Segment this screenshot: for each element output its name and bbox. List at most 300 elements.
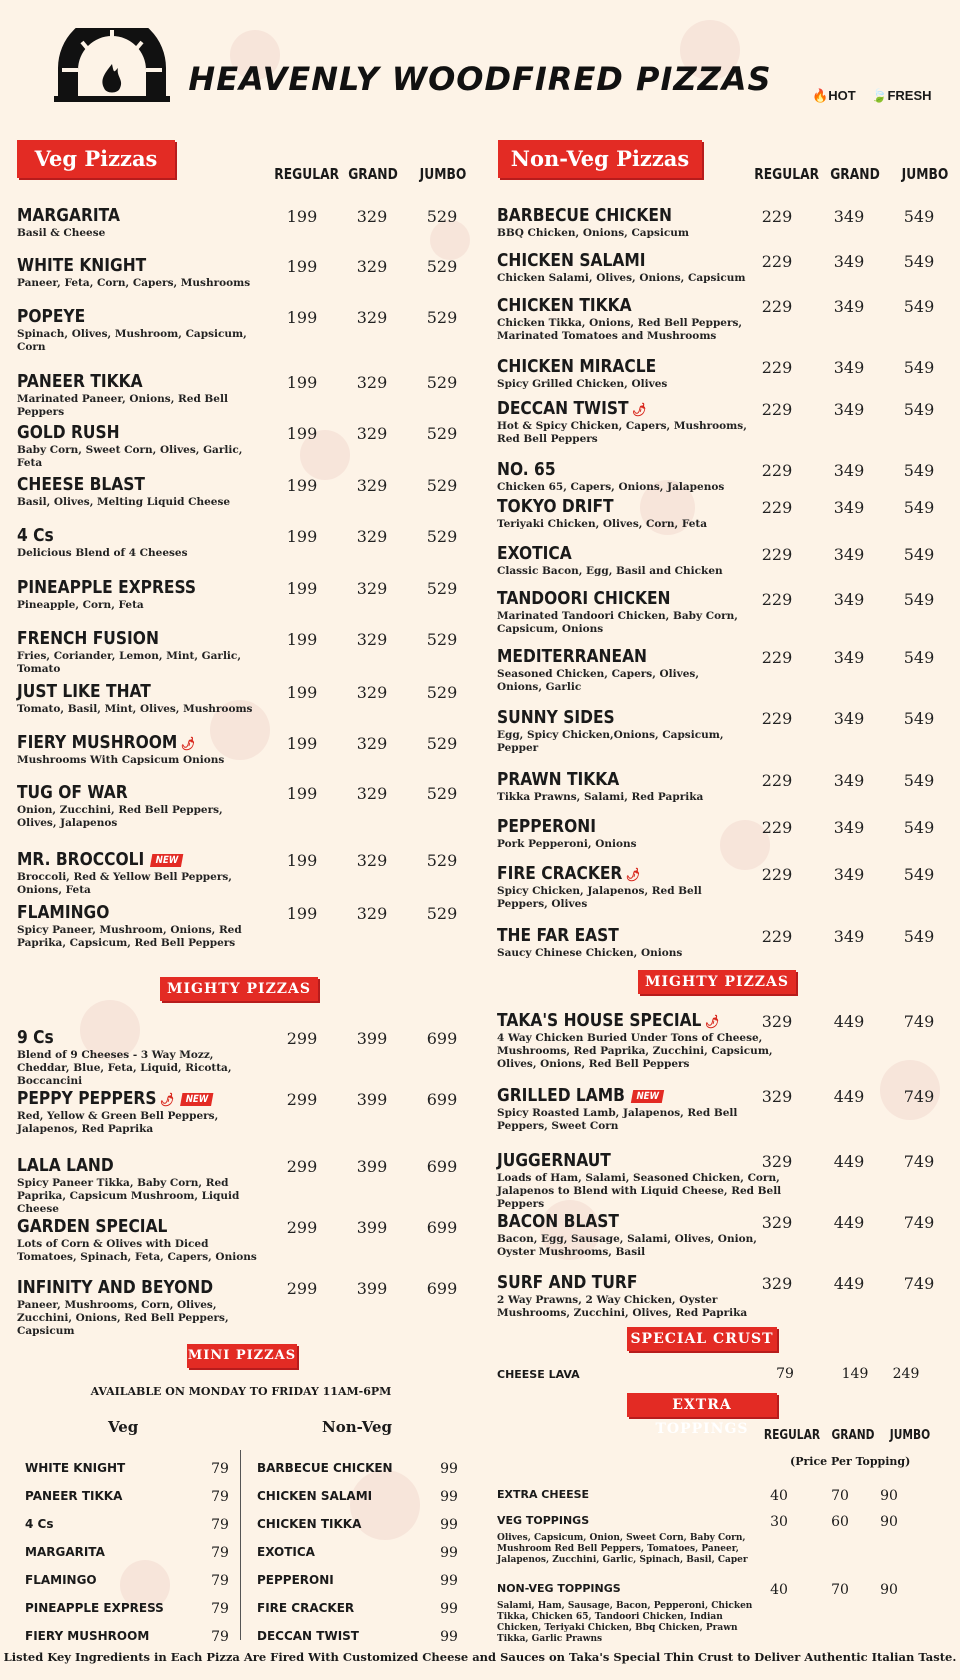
item-description: Pineapple, Corn, Feta <box>17 599 144 611</box>
price-regular: 229 <box>761 927 793 946</box>
nonveg-mighty-heading: MIGHTY PIZZAS <box>638 970 796 994</box>
price-grand: 449 <box>833 1213 865 1232</box>
price-grand: 349 <box>833 818 865 837</box>
price-grand: 349 <box>833 865 865 884</box>
leaf-icon: 🍃 <box>871 88 888 103</box>
price-grand: 349 <box>833 771 865 790</box>
item-name-text: PRAWN TIKKA <box>497 769 620 790</box>
price-grand: 399 <box>356 1157 388 1176</box>
price-jumbo: 549 <box>903 207 935 226</box>
price-jumbo: 749 <box>903 1274 935 1293</box>
item-description: Classic Bacon, Egg, Basil and Chicken <box>497 565 723 577</box>
item-description: Tomato, Basil, Mint, Olives, Mushrooms <box>17 703 253 715</box>
price-jumbo: 549 <box>903 297 935 316</box>
price-jumbo: 549 <box>903 818 935 837</box>
fresh-legend: 🍃FRESH <box>871 88 932 103</box>
item-description: Tikka Prawns, Salami, Red Paprika <box>497 791 704 803</box>
price-jumbo: 529 <box>426 784 458 803</box>
menu-item <box>17 1155 467 1215</box>
veg-col-jumbo: JUMBO <box>419 165 467 183</box>
price-regular: 299 <box>286 1157 318 1176</box>
price-grand: 329 <box>356 424 388 443</box>
price-regular: 199 <box>286 527 318 546</box>
page-title: HEAVENLY WOODFIRED PIZZAS <box>188 60 772 98</box>
mini-item-price: 79 <box>211 1601 229 1617</box>
price-jumbo: 529 <box>426 308 458 327</box>
price-jumbo: 549 <box>903 709 935 728</box>
item-description: Broccoli, Red & Yellow Bell Peppers, Onions, Feta <box>17 871 232 896</box>
menu-item <box>17 902 467 952</box>
chili-icon: 🌶 <box>632 403 647 418</box>
price-jumbo: 529 <box>426 207 458 226</box>
price-grand: 399 <box>356 1279 388 1298</box>
price-grand: 329 <box>356 527 388 546</box>
price-jumbo: 529 <box>426 630 458 649</box>
veg-mighty-heading: MIGHTY PIZZAS <box>160 977 318 1001</box>
item-description: Pork Pepperoni, Onions <box>497 838 637 850</box>
item-description: Basil & Cheese <box>17 227 106 239</box>
special-crust-name: CHEESE LAVA <box>497 1368 580 1381</box>
toppings-col-regular: REGULAR <box>763 1428 821 1443</box>
item-name-text: MEDITERRANEAN <box>497 646 648 667</box>
price-regular: 299 <box>286 1279 318 1298</box>
item-description: Spinach, Olives, Mushroom, Capsicum, Corn <box>17 328 247 353</box>
price-jumbo: 749 <box>903 1213 935 1232</box>
price-regular: 199 <box>286 630 318 649</box>
item-name <box>497 459 556 480</box>
mini-item <box>25 1489 245 1511</box>
mini-item-price: 79 <box>211 1573 229 1589</box>
footer-note: Listed Key Ingredients in Each Pizza Are Fired With Customized Cheese and Sauces on Taka's Special Thin Crust to Deliver Authentic Italian Taste. <box>3 1650 957 1664</box>
mini-item <box>257 1517 477 1539</box>
mini-item <box>257 1601 477 1623</box>
mini-item-price: 79 <box>211 1461 229 1477</box>
price-jumbo: 90 <box>880 1488 898 1504</box>
mini-item-name: EXOTICA <box>257 1545 315 1559</box>
menu-item <box>497 1272 952 1322</box>
item-description: Spicy Paneer, Mushroom, Onions, Red Paprika, Capsicum, Red Bell Peppers <box>17 924 242 949</box>
chili-icon: 🌶 <box>704 1015 720 1030</box>
price-grand: 329 <box>356 257 388 276</box>
item-name-text: CHICKEN TIKKA <box>497 295 632 316</box>
price-regular: 229 <box>761 865 793 884</box>
mini-item-price: 79 <box>211 1629 229 1645</box>
mini-item-name: MARGARITA <box>25 1545 105 1559</box>
price-jumbo: 549 <box>903 461 935 480</box>
item-name <box>17 782 128 803</box>
mini-item-name: BARBECUE CHICKEN <box>257 1461 393 1475</box>
price-jumbo: 529 <box>426 904 458 923</box>
item-name-text: 4 Cs <box>17 525 54 546</box>
item-description: Egg, Spicy Chicken,Onions, Capsicum, Pepper <box>497 729 724 754</box>
price-regular: 299 <box>286 1218 318 1237</box>
menu-item <box>17 1088 467 1138</box>
price-jumbo: 699 <box>426 1279 458 1298</box>
item-name <box>17 902 109 923</box>
price-regular: 40 <box>770 1488 788 1504</box>
item-description: Blend of 9 Cheeses - 3 Way Mozz, Cheddar, Blue, Feta, Liquid, Ricotta, Boccancini <box>17 1049 232 1087</box>
price-regular: 229 <box>761 545 793 564</box>
mini-item-name: FIRE CRACKER <box>257 1601 355 1615</box>
menu-item <box>17 205 467 255</box>
price-jumbo: 549 <box>903 771 935 790</box>
price-regular: 199 <box>286 373 318 392</box>
item-description: Spicy Paneer Tikka, Baby Corn, Red Paprika, Capsicum Mushroom, Liquid Cheese <box>17 1177 240 1215</box>
item-name-text: LALA LAND <box>17 1155 114 1176</box>
price-grand: 329 <box>356 851 388 870</box>
price-grand: 349 <box>833 207 865 226</box>
mini-item <box>25 1517 245 1539</box>
price-grand: 349 <box>833 648 865 667</box>
item-name <box>17 474 145 495</box>
price-jumbo: 529 <box>426 424 458 443</box>
item-name-text: INFINITY AND BEYOND <box>17 1277 214 1298</box>
price-regular: 199 <box>286 851 318 870</box>
item-name-text: TANDOORI CHICKEN <box>497 588 671 609</box>
item-description: Paneer, Mushrooms, Corn, Olives, Zucchini, Onions, Red Bell Peppers, Capsicum <box>17 1299 229 1337</box>
menu-item <box>497 707 952 757</box>
price-grand: 329 <box>356 476 388 495</box>
price-regular: 329 <box>761 1087 793 1106</box>
menu-item <box>497 863 952 913</box>
item-name <box>497 1085 663 1106</box>
item-name <box>497 925 619 946</box>
price-grand: 399 <box>356 1029 388 1048</box>
price-regular: 199 <box>286 207 318 226</box>
special-crust-price-jumbo: 249 <box>892 1366 920 1382</box>
toppings-col-grand: GRAND <box>831 1428 875 1443</box>
menu-item <box>17 422 467 472</box>
chili-icon: 🌶 <box>625 868 640 883</box>
item-name <box>17 628 159 649</box>
item-name-text: JUST LIKE THAT <box>17 681 151 702</box>
item-name-text: PINEAPPLE EXPRESS <box>17 577 197 598</box>
item-name-text: PEPPERONI <box>497 816 596 837</box>
price-regular: 229 <box>761 498 793 517</box>
price-regular: 199 <box>286 904 318 923</box>
price-jumbo: 549 <box>903 358 935 377</box>
price-regular: 199 <box>286 579 318 598</box>
price-jumbo: 699 <box>426 1157 458 1176</box>
item-name-text: NO. 65 <box>497 459 556 480</box>
new-badge: NEW <box>150 854 184 867</box>
item-description: Mushrooms With Capsicum Onions <box>17 754 225 766</box>
menu-item <box>17 628 467 678</box>
price-grand: 329 <box>356 683 388 702</box>
price-regular: 199 <box>286 257 318 276</box>
menu-item <box>497 250 952 300</box>
topping-name: NON-VEG TOPPINGS <box>497 1582 621 1595</box>
mini-item-name: WHITE KNIGHT <box>25 1461 126 1475</box>
price-jumbo: 529 <box>426 851 458 870</box>
price-regular: 30 <box>770 1514 788 1530</box>
veg-heading: Veg Pizzas <box>17 140 175 178</box>
price-regular: 199 <box>286 784 318 803</box>
item-name-text: MR. BROCCOLI <box>17 849 145 870</box>
item-name <box>497 646 647 667</box>
menu-item <box>17 255 467 305</box>
chili-icon: 🌶 <box>180 737 195 752</box>
item-description: Marinated Tandoori Chicken, Baby Corn, Capsicum, Onions <box>497 610 738 635</box>
mini-nonveg-label: Non-Veg <box>322 1418 393 1436</box>
item-description: Onion, Zucchini, Red Bell Peppers, Olives, Jalapenos <box>17 804 223 829</box>
price-grand: 349 <box>833 927 865 946</box>
item-description: Bacon, Egg, Sausage, Salami, Olives, Onion, Oyster Mushrooms, Basil <box>497 1233 757 1258</box>
price-grand: 329 <box>356 308 388 327</box>
price-grand: 349 <box>833 400 865 419</box>
price-regular: 229 <box>761 461 793 480</box>
price-grand: 449 <box>833 1087 865 1106</box>
price-grand: 70 <box>831 1582 849 1598</box>
price-jumbo: 699 <box>426 1218 458 1237</box>
menu-item <box>497 496 952 546</box>
price-jumbo: 529 <box>426 683 458 702</box>
price-regular: 329 <box>761 1274 793 1293</box>
mini-item-price: 79 <box>211 1517 229 1533</box>
veg-col-grand: GRAND <box>348 165 398 183</box>
item-name-text: SURF AND TURF <box>497 1272 638 1293</box>
item-description: Chicken 65, Capers, Onions, Jalapenos <box>497 481 725 493</box>
nonveg-col-regular: REGULAR <box>754 165 820 183</box>
menu-item <box>497 588 952 638</box>
price-jumbo: 529 <box>426 476 458 495</box>
item-name <box>497 205 672 226</box>
mini-item-name: FIERY MUSHROOM <box>25 1629 150 1643</box>
item-description: Chicken Tikka, Onions, Red Bell Peppers, Marinated Tomatoes and Mushrooms <box>497 317 743 342</box>
item-name-text: WHITE KNIGHT <box>17 255 147 276</box>
special-crust-price-grand: 149 <box>841 1366 869 1382</box>
menu-item <box>497 543 952 593</box>
item-name <box>17 849 182 870</box>
price-regular: 299 <box>286 1090 318 1109</box>
price-jumbo: 549 <box>903 545 935 564</box>
price-grand: 349 <box>833 358 865 377</box>
menu-item <box>17 782 467 832</box>
item-description: Teriyaki Chicken, Olives, Corn, Feta <box>497 518 708 530</box>
menu-item <box>17 577 467 627</box>
item-name-text: CHICKEN MIRACLE <box>497 356 657 377</box>
price-regular: 199 <box>286 683 318 702</box>
item-description: Paneer, Feta, Corn, Capers, Mushrooms <box>17 277 251 289</box>
menu-item <box>17 681 467 731</box>
item-name <box>497 295 632 316</box>
topping-name: EXTRA CHEESE <box>497 1488 590 1501</box>
mini-item-name: DECCAN TWIST <box>257 1629 359 1643</box>
mini-item-name: CHICKEN SALAMI <box>257 1489 373 1503</box>
new-badge: NEW <box>631 1090 665 1103</box>
menu-item <box>497 398 952 448</box>
mini-availability: AVAILABLE ON MONDAY TO FRIDAY 11AM-6PM <box>90 1385 392 1398</box>
item-description: Spicy Chicken, Jalapenos, Red Bell Peppers, Olives <box>497 885 702 910</box>
item-description: Marinated Paneer, Onions, Red Bell Peppers <box>17 393 228 418</box>
item-name <box>17 1155 114 1176</box>
item-name-text: GOLD RUSH <box>17 422 120 443</box>
item-name-text: FRENCH FUSION <box>17 628 159 649</box>
mini-item-price: 99 <box>440 1629 458 1645</box>
mini-item-price: 99 <box>440 1601 458 1617</box>
mini-item-name: PINEAPPLE EXPRESS <box>25 1601 164 1615</box>
mini-item-price: 99 <box>440 1489 458 1505</box>
item-name <box>17 422 120 443</box>
menu-item <box>17 849 467 899</box>
item-name-text: JUGGERNAUT <box>497 1150 611 1171</box>
item-name <box>17 525 54 546</box>
item-name-text: PEPPY PEPPERS <box>17 1088 157 1109</box>
item-name-text: CHEESE BLAST <box>17 474 145 495</box>
menu-item <box>497 1211 952 1261</box>
toppings-note: (Price Per Topping) <box>790 1455 911 1468</box>
item-name-text: BACON BLAST <box>497 1211 619 1232</box>
item-name <box>497 816 596 837</box>
special-crust-price-regular: 79 <box>776 1366 794 1382</box>
price-grand: 329 <box>356 579 388 598</box>
price-regular: 199 <box>286 476 318 495</box>
legend <box>800 88 932 104</box>
menu-item <box>17 306 467 356</box>
item-name-text: DECCAN TWIST <box>497 398 629 419</box>
price-grand: 349 <box>833 709 865 728</box>
price-jumbo: 749 <box>903 1012 935 1031</box>
menu-item <box>17 474 467 524</box>
item-name-text: MARGARITA <box>17 205 121 226</box>
item-description: Saucy Chinese Chicken, Onions <box>497 947 683 959</box>
nonveg-col-jumbo: JUMBO <box>901 165 949 183</box>
mini-item <box>25 1629 245 1651</box>
item-description: Basil, Olives, Melting Liquid Cheese <box>17 496 231 508</box>
mini-item-name: PEPPERONI <box>257 1573 334 1587</box>
special-crust-heading: SPECIAL CRUST <box>627 1327 777 1351</box>
item-name <box>497 1010 719 1031</box>
menu-item <box>497 1010 952 1070</box>
price-regular: 199 <box>286 308 318 327</box>
item-name-text: PANEER TIKKA <box>17 371 143 392</box>
item-name <box>17 205 120 226</box>
mini-item-price: 99 <box>440 1461 458 1477</box>
price-regular: 329 <box>761 1012 793 1031</box>
topping-description: Olives, Capsicum, Onion, Sweet Corn, Baby Corn, Mushroom Red Bell Peppers, Tomatoes, Paneer, Jalapenos, Zucchini, Garlic, Spinach, Basil, Caper <box>497 1533 748 1565</box>
price-grand: 349 <box>833 297 865 316</box>
price-grand: 349 <box>833 590 865 609</box>
menu-item <box>17 1277 467 1337</box>
item-name <box>497 707 615 728</box>
menu-item <box>17 1027 467 1087</box>
price-grand: 329 <box>356 373 388 392</box>
item-name <box>17 371 143 392</box>
price-jumbo: 529 <box>426 257 458 276</box>
mini-veg-label: Veg <box>108 1418 139 1436</box>
price-grand: 349 <box>833 461 865 480</box>
price-jumbo: 749 <box>903 1152 935 1171</box>
mini-item-name: 4 Cs <box>25 1517 54 1531</box>
price-regular: 229 <box>761 709 793 728</box>
price-grand: 70 <box>831 1488 849 1504</box>
item-name-text: CHICKEN SALAMI <box>497 250 646 271</box>
price-jumbo: 549 <box>903 590 935 609</box>
item-name <box>17 1277 213 1298</box>
mini-item-price: 79 <box>211 1489 229 1505</box>
item-description: Baby Corn, Sweet Corn, Olives, Garlic, Feta <box>17 444 243 469</box>
mini-heading: MINI PIZZAS <box>187 1344 297 1368</box>
item-name-text: GRILLED LAMB <box>497 1085 625 1106</box>
item-description: Lots of Corn & Olives with Diced Tomatoes, Spinach, Feta, Capers, Onions <box>17 1238 257 1263</box>
price-grand: 349 <box>833 252 865 271</box>
price-regular: 229 <box>761 207 793 226</box>
toppings-col-jumbo: JUMBO <box>889 1428 931 1443</box>
price-jumbo: 90 <box>880 1514 898 1530</box>
price-grand: 449 <box>833 1274 865 1293</box>
price-grand: 329 <box>356 207 388 226</box>
item-name <box>497 496 614 517</box>
price-jumbo: 549 <box>903 648 935 667</box>
price-grand: 60 <box>831 1514 849 1530</box>
mini-item <box>257 1461 477 1483</box>
item-name <box>17 1027 54 1048</box>
price-regular: 229 <box>761 358 793 377</box>
price-jumbo: 549 <box>903 400 935 419</box>
nonveg-col-grand: GRAND <box>830 165 880 183</box>
item-name-text: TAKA'S HOUSE SPECIAL <box>497 1010 702 1031</box>
price-jumbo: 749 <box>903 1087 935 1106</box>
item-name-text: 9 Cs <box>17 1027 54 1048</box>
item-name <box>497 1150 611 1171</box>
item-name <box>497 250 645 271</box>
menu-item <box>17 732 467 782</box>
price-regular: 229 <box>761 771 793 790</box>
item-name-text: SUNNY SIDES <box>497 707 615 728</box>
new-badge: NEW <box>180 1093 214 1106</box>
menu-item <box>497 295 952 345</box>
item-name-text: FLAMINGO <box>17 902 110 923</box>
nonveg-heading: Non-Veg Pizzas <box>498 140 702 178</box>
mini-item-price: 99 <box>440 1573 458 1589</box>
item-description: 4 Way Chicken Buried Under Tons of Cheese, Mushrooms, Red Paprika, Zucchini, Capsicum, Olives, Onions, Red Bell Peppers <box>497 1032 773 1070</box>
menu-item <box>497 646 952 696</box>
mini-item <box>257 1489 477 1511</box>
mini-item-price: 79 <box>211 1545 229 1561</box>
price-grand: 449 <box>833 1012 865 1031</box>
price-grand: 399 <box>356 1090 388 1109</box>
item-description: Spicy Grilled Chicken, Olives <box>497 378 668 390</box>
item-name <box>497 588 671 609</box>
menu-item <box>497 925 952 975</box>
price-grand: 449 <box>833 1152 865 1171</box>
price-jumbo: 549 <box>903 865 935 884</box>
item-name <box>497 543 572 564</box>
topping-row <box>497 1488 952 1510</box>
item-description: Delicious Blend of 4 Cheeses <box>17 547 188 559</box>
topping-description: Salami, Ham, Sausage, Bacon, Pepperoni, Chicken Tikka, Chicken 65, Tandoori Chicken, Indian Chicken, Teriyaki Chicken, Bbq Chicken, Prawn Tikka, Garlic Prawns <box>497 1601 753 1644</box>
menu-item <box>17 1216 467 1266</box>
price-grand: 329 <box>356 734 388 753</box>
price-regular: 199 <box>286 734 318 753</box>
price-jumbo: 549 <box>903 498 935 517</box>
mini-item <box>25 1573 245 1595</box>
item-description: 2 Way Prawns, 2 Way Chicken, Oyster Mushrooms, Zucchini, Olives, Red Paprika <box>497 1294 748 1319</box>
item-description: Red, Yellow & Green Bell Peppers, Jalapenos, Red Paprika <box>17 1110 219 1135</box>
mini-item-name: FLAMINGO <box>25 1573 97 1587</box>
item-description: Spicy Roasted Lamb, Jalapenos, Red Bell Peppers, Sweet Corn <box>497 1107 738 1132</box>
topping-name: VEG TOPPINGS <box>497 1514 590 1527</box>
mini-item <box>257 1629 477 1651</box>
mini-item-name: CHICKEN TIKKA <box>257 1517 362 1531</box>
price-grand: 329 <box>356 904 388 923</box>
mini-item <box>257 1573 477 1595</box>
item-name-text: TUG OF WAR <box>17 782 128 803</box>
price-jumbo: 699 <box>426 1090 458 1109</box>
price-jumbo: 529 <box>426 734 458 753</box>
price-grand: 349 <box>833 498 865 517</box>
item-name <box>497 769 619 790</box>
